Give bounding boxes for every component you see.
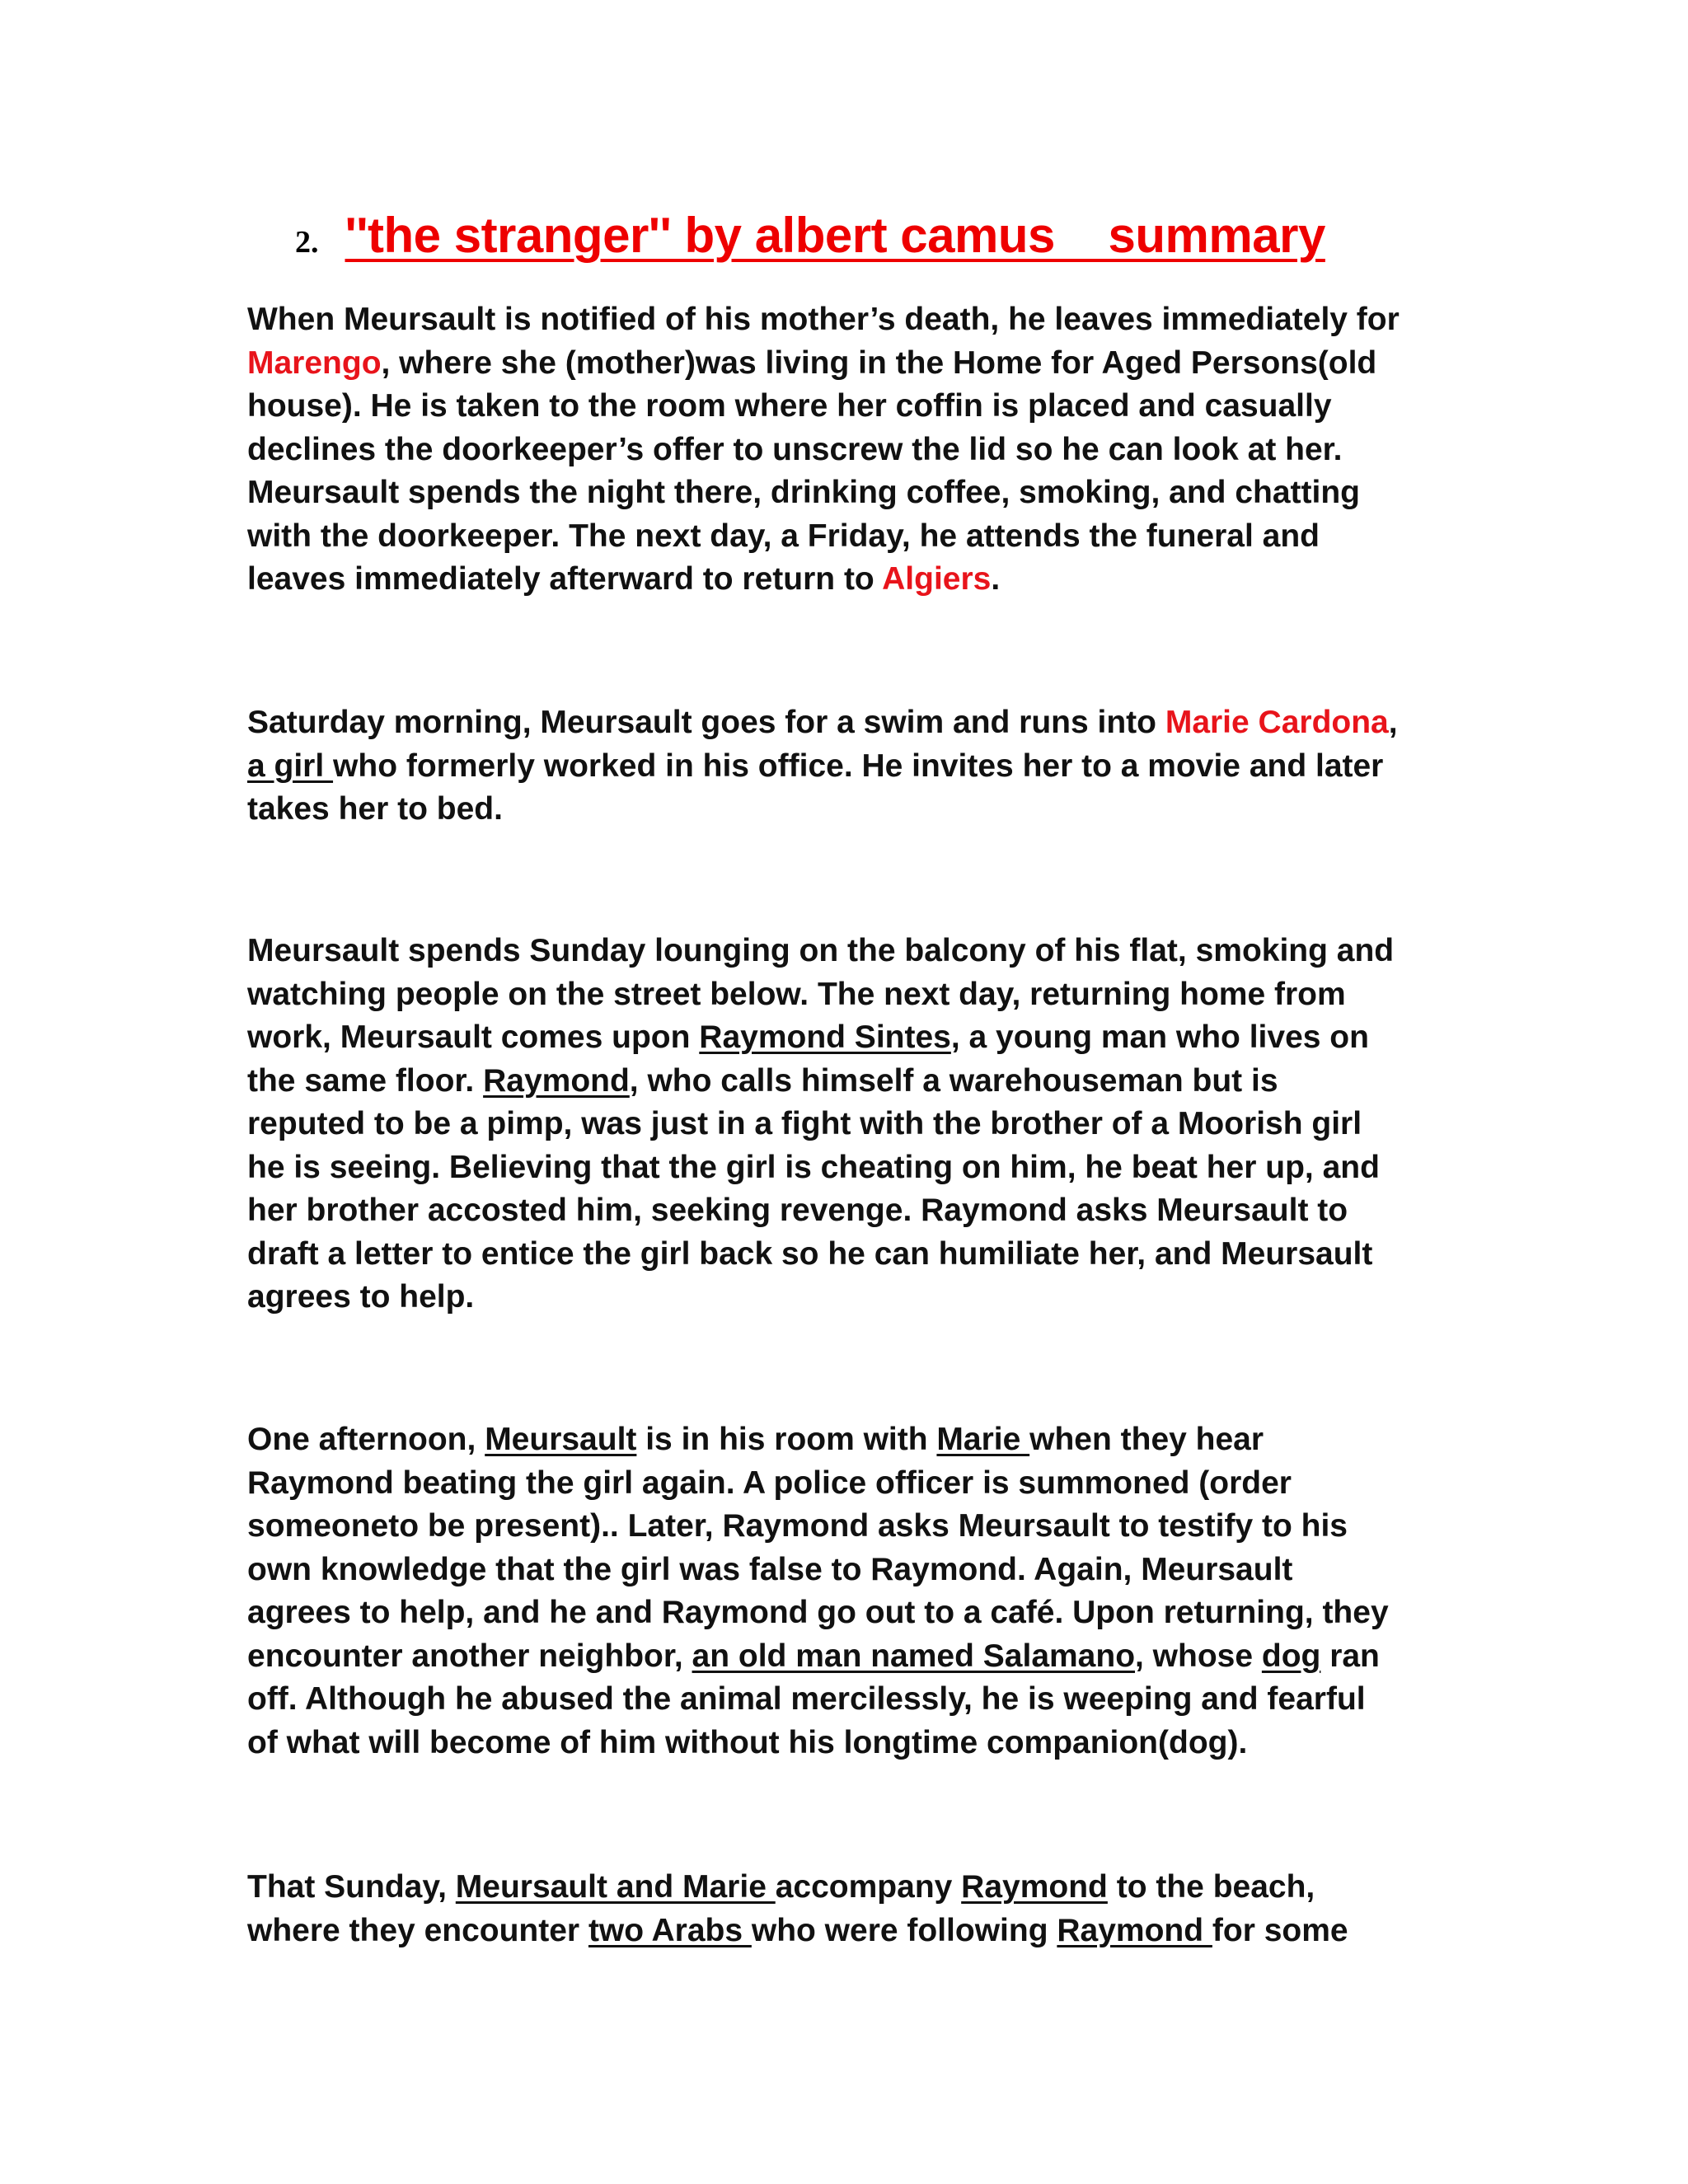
underlined-text: a girl: [247, 748, 334, 784]
text-span: ran: [1320, 1638, 1380, 1674]
text-line: [247, 1910, 1451, 1953]
text-line: declines the doorkeeper’s offer to unscrew the lid so he can look at her.: [247, 431, 1343, 467]
text-line: [247, 745, 1451, 789]
text-span: leaves immediately afterward to return to: [247, 561, 883, 597]
text-span: , whose: [1135, 1638, 1262, 1674]
text-span: accompany: [775, 1869, 962, 1905]
text-span: Saturday morning, Meursault goes for a swim and runs into: [247, 705, 1165, 740]
text-line: of what will become of him without his longtime companion(dog).: [247, 1724, 1248, 1760]
text-line: [247, 1016, 1451, 1060]
text-line: house). He is taken to the room where her coffin is placed and casually: [247, 388, 1332, 424]
text-span: , where she (mother)was living in the Home for Aged Persons(old: [381, 344, 1377, 381]
section-heading: [295, 194, 1325, 284]
text-line: Meursault spends Sunday lounging on the balcony of his flat, smoking and: [247, 933, 1395, 968]
text-line: off. Although he abused the animal mercilessly, he is weeping and fearful: [247, 1681, 1366, 1717]
text-line: watching people on the street below. The next day, returning home from: [247, 976, 1346, 1012]
text-line: When Meursault is notified of his mother’s death, he leaves immediately for: [247, 302, 1400, 337]
underlined-text: Raymond: [483, 1062, 630, 1099]
text-span: .: [991, 561, 1001, 597]
underlined-text: Raymond: [961, 1869, 1108, 1905]
text-span: work, Meursault comes upon: [247, 1019, 700, 1055]
heading-title: ''the stranger'' by albert camus summary: [345, 208, 1325, 263]
paragraph-1: [247, 298, 1451, 602]
text-line: Meursault spends the night there, drinking coffee, smoking, and chatting: [247, 475, 1360, 510]
text-line: agrees to help, and he and Raymond go out to a café. Upon returning, they: [247, 1595, 1389, 1630]
underlined-text: Meursault: [485, 1422, 637, 1457]
text-span: , who calls himself a warehouseman but is: [629, 1062, 1278, 1099]
heading-number: 2.: [295, 225, 319, 260]
text-line: her brother accosted him, seeking revenge. Raymond asks Meursault to: [247, 1193, 1348, 1228]
place-name-algiers: Algiers: [882, 561, 992, 597]
text-span: who were following: [751, 1912, 1057, 1948]
underlined-text: dog: [1261, 1638, 1321, 1674]
text-line: [247, 1060, 1451, 1104]
place-name-marengo: Marengo: [247, 344, 382, 381]
text-line: own knowledge that the girl was false to Raymond. Again, Meursault: [247, 1551, 1293, 1587]
text-span: That Sunday,: [247, 1869, 456, 1905]
text-span: , a young man who lives on: [950, 1019, 1369, 1055]
text-span: is in his room with: [636, 1422, 937, 1457]
text-line: draft a letter to entice the girl back so he can humiliate her, and Meursault: [247, 1235, 1373, 1272]
underlined-text: Meursault and Marie: [455, 1869, 776, 1905]
character-name-marie-cardona: Marie Cardona: [1165, 705, 1389, 740]
text-line: reputed to be a pimp, was just in a fight with the brother of a Moorish girl: [247, 1106, 1362, 1141]
text-span: to the beach,: [1107, 1869, 1315, 1905]
underlined-text: an old man named Salamano: [692, 1638, 1136, 1674]
text-line: with the doorkeeper. The next day, a Friday, he attends the funeral and: [247, 518, 1320, 554]
text-span: where they encounter: [247, 1912, 588, 1948]
paragraph-4: [247, 1418, 1451, 1765]
text-line: Raymond beating the girl again. A police officer is summoned (order: [247, 1465, 1292, 1501]
text-span: One afternoon,: [247, 1422, 485, 1457]
underlined-text: Raymond Sintes: [699, 1019, 951, 1055]
text-line: he is seeing. Believing that the girl is cheating on him, he beat her up, and: [247, 1149, 1380, 1185]
underlined-text: Raymond: [1057, 1912, 1212, 1948]
text-span: for some: [1212, 1912, 1348, 1948]
text-line: [247, 1635, 1451, 1679]
underlined-text: two Arabs: [588, 1912, 752, 1948]
text-span: ,: [1388, 705, 1398, 740]
paragraph-2: [247, 701, 1451, 832]
text-line: [247, 1866, 1451, 1910]
text-line: [247, 342, 1451, 386]
text-span: the same floor.: [247, 1062, 484, 1099]
paragraph-5: [247, 1866, 1451, 1952]
text-line: [247, 701, 1451, 745]
text-line: [247, 1418, 1451, 1462]
underlined-text: Marie: [936, 1422, 1030, 1457]
text-span: encounter another neighbor,: [247, 1638, 692, 1674]
text-span: when they hear: [1029, 1422, 1264, 1457]
text-line: agrees to help.: [247, 1279, 475, 1315]
paragraph-3: [247, 930, 1451, 1319]
text-span: who formerly worked in his office. He invites her to a movie and later: [333, 748, 1384, 784]
text-line: takes her to bed.: [247, 791, 503, 827]
text-line: someoneto be present).. Later, Raymond asks Meursault to testify to his: [247, 1508, 1348, 1544]
text-line: [247, 558, 1451, 602]
